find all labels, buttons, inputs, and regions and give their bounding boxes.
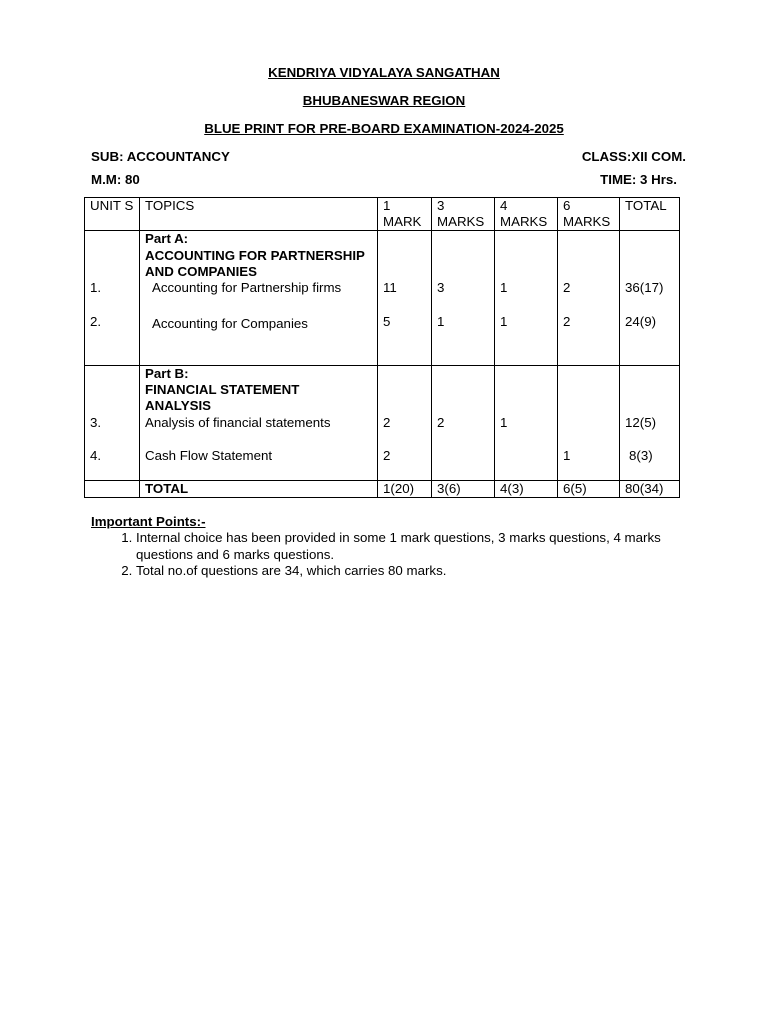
page-title: BLUE PRINT FOR PRE-BOARD EXAMINATION-2024-2025 [204,121,564,136]
grand-total: 80(34) [620,481,680,498]
header-1-mark: 1 MARK [378,198,432,231]
header-topics: TOPICS [140,198,378,231]
unit-4: 4. [90,448,102,463]
cell-value: 1 [563,448,571,463]
cell-value: 2 [383,415,391,430]
cell-value: 1 [500,415,508,430]
important-points-list [112,530,716,580]
cell-value: 2 [383,448,391,463]
unit-1: 1. [90,280,102,295]
time-label: TIME: 3 Hrs. [600,172,677,187]
part-b-title: FINANCIAL STATEMENT ANALYSIS [145,382,300,413]
cell-value: 11 [383,280,397,295]
cell-value: 2 [563,314,571,329]
cell-total: 8(3) [629,448,653,463]
max-marks-label: M.M: 80 [91,172,140,187]
header-6-marks: 6 MARKS [558,198,620,231]
total-1-mark: 1(20) [378,481,432,498]
cell-total: 12(5) [625,415,657,430]
topic-partnership-firms: Accounting for Partnership firms [152,280,342,295]
total-6-marks: 6(5) [558,481,620,498]
table-header-row [85,198,680,231]
unit-3: 3. [90,415,102,430]
important-points-heading: Important Points:- [91,514,206,529]
unit-2: 2. [90,314,102,329]
header-3-marks: 3 MARKS [432,198,495,231]
subject-label: SUB: ACCOUNTANCY [91,149,230,164]
cell-total: 24(9) [625,314,657,329]
cell-value: 1 [500,280,508,295]
total-3-marks: 3(6) [432,481,495,498]
header-units: UNIT S [85,198,140,231]
class-label: CLASS:XII COM. [581,149,686,164]
total-label: TOTAL [140,481,378,498]
list-item: 1. Internal choice has been provided in some 1 mark questions, 3 marks questions, 4 marks questions and 6 marks questions. [136,530,716,563]
cell-value: 5 [383,314,391,329]
total-4-marks: 4(3) [495,481,558,498]
part-b-section [85,366,680,481]
list-item: 2. Total no.of questions are 34, which carries 80 marks. [136,563,716,580]
cell-total: 36(17) [625,280,664,295]
header-region: BHUBANESWAR REGION [302,93,466,108]
part-a-label: Part A: [145,231,189,246]
blueprint-table [84,197,680,498]
topic-cash-flow: Cash Flow Statement [145,448,273,463]
header-total: TOTAL [620,198,680,231]
cell-value: 3 [437,280,445,295]
cell-value: 1 [500,314,508,329]
cell-value: 2 [437,415,445,430]
topic-analysis-fs: Analysis of financial statements [145,415,331,430]
cell-value: 1 [437,314,445,329]
cell-value: 2 [563,280,571,295]
part-a-section [85,231,680,366]
part-b-label: Part B: [145,366,189,381]
total-row [85,481,680,498]
part-a-title: ACCOUNTING FOR PARTNERSHIP AND COMPANIES [145,248,365,279]
header-4-marks: 4 MARKS [495,198,558,231]
header-org: KENDRIYA VIDYALAYA SANGATHAN [268,65,500,80]
topic-companies: Accounting for Companies [152,316,308,331]
